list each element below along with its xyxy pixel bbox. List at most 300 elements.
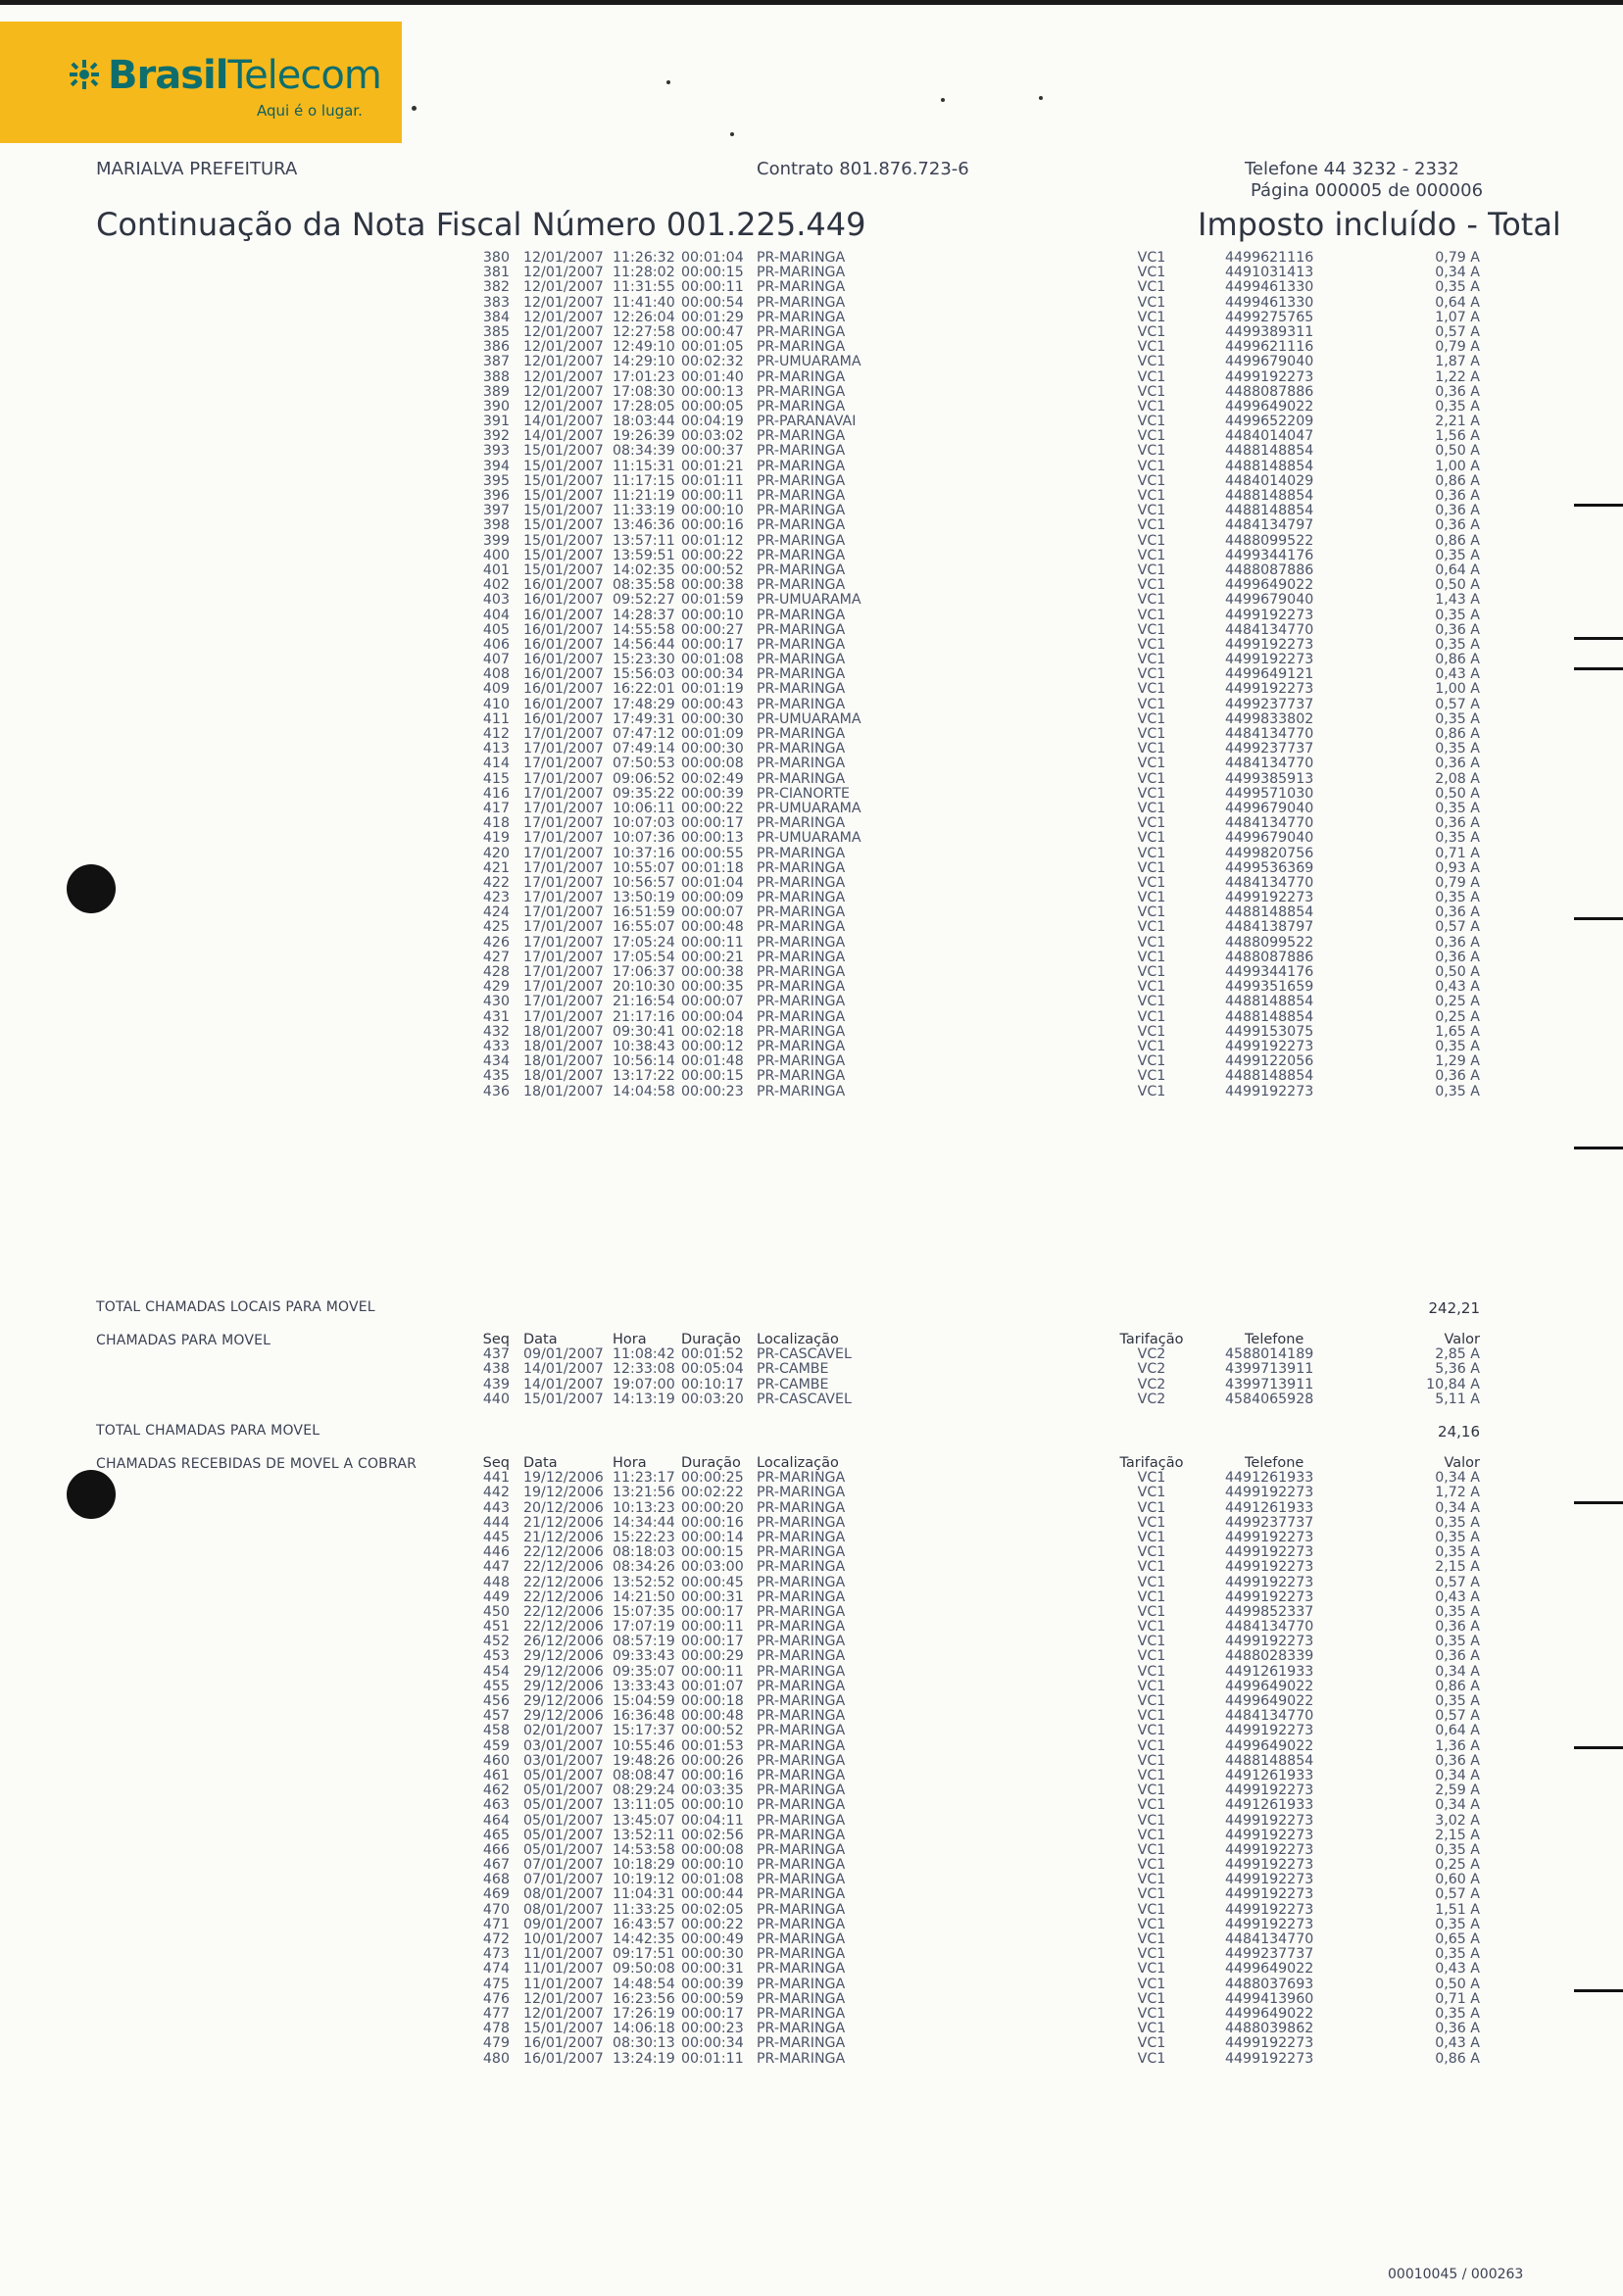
location-cell: PR-MARINGA xyxy=(757,547,846,563)
table-row xyxy=(470,1590,1549,1605)
value-cell: 0,36 A xyxy=(1435,383,1480,400)
tariff-cell: VC1 xyxy=(1137,309,1166,325)
seq-cell: 395 xyxy=(482,472,510,489)
phone-cell: 4488148854 xyxy=(1225,904,1314,921)
date-cell: 15/01/2007 xyxy=(523,488,604,504)
value-cell: 0,35 A xyxy=(1435,1916,1480,1932)
phone-cell: 4499192273 xyxy=(1225,1827,1314,1843)
phone-cell: 4488039862 xyxy=(1225,2021,1314,2037)
table-row xyxy=(470,920,1549,935)
duration-cell: 00:01:08 xyxy=(681,1872,744,1888)
tariff-cell: VC1 xyxy=(1137,652,1166,668)
time-cell: 08:30:13 xyxy=(613,2035,675,2052)
seq-cell: 448 xyxy=(482,1574,510,1590)
date-cell: 12/01/2007 xyxy=(523,339,604,356)
value-cell: 0,36 A xyxy=(1435,2021,1480,2037)
total-local-mobile-value: 242,21 xyxy=(1428,1299,1480,1317)
duration-cell: 00:00:49 xyxy=(681,1931,744,1947)
seq-cell: 420 xyxy=(482,845,510,861)
duration-cell: 00:03:20 xyxy=(681,1391,744,1407)
time-cell: 14:55:58 xyxy=(613,621,675,638)
duration-cell: 00:03:02 xyxy=(681,428,744,445)
section-mobile-calls: CHAMADAS PARA MOVEL xyxy=(96,1333,271,1348)
time-cell: 11:17:15 xyxy=(613,472,675,489)
seq-cell: 430 xyxy=(482,994,510,1010)
duration-cell: 00:00:18 xyxy=(681,1693,744,1709)
date-cell: 17/01/2007 xyxy=(523,1008,604,1025)
time-cell: 10:55:46 xyxy=(613,1737,675,1754)
date-cell: 17/01/2007 xyxy=(523,741,604,757)
seq-cell: 454 xyxy=(482,1663,510,1680)
duration-cell: 00:00:15 xyxy=(681,1544,744,1561)
phone-cell: 4499275765 xyxy=(1225,309,1314,325)
date-cell: 29/12/2006 xyxy=(523,1663,604,1680)
tariff-cell: VC1 xyxy=(1137,1023,1166,1040)
duration-cell: 00:02:05 xyxy=(681,1901,744,1918)
location-cell: PR-MARINGA xyxy=(757,1083,846,1099)
location-cell: PR-MARINGA xyxy=(757,1619,846,1636)
seq-cell: 403 xyxy=(482,592,510,609)
location-cell: PR-MARINGA xyxy=(757,756,846,772)
date-cell: 16/01/2007 xyxy=(523,681,604,698)
duration-cell: 00:00:39 xyxy=(681,785,744,802)
tariff-cell: VC1 xyxy=(1137,949,1166,965)
phone-cell: 4499652209 xyxy=(1225,414,1314,430)
table-row xyxy=(470,1680,1549,1694)
value-cell: 2,85 A xyxy=(1435,1346,1480,1363)
tariff-cell: VC1 xyxy=(1137,756,1166,772)
phone-number: Telefone 44 3232 - 2332 xyxy=(1245,159,1459,179)
date-cell: 18/01/2007 xyxy=(523,1053,604,1070)
duration-cell: 00:00:14 xyxy=(681,1529,744,1545)
duration-cell: 00:00:34 xyxy=(681,2035,744,2052)
duration-cell: 00:00:10 xyxy=(681,607,744,623)
date-cell: 16/01/2007 xyxy=(523,696,604,712)
location-cell: PR-MARINGA xyxy=(757,1068,846,1085)
date-cell: 16/01/2007 xyxy=(523,621,604,638)
date-cell: 09/01/2007 xyxy=(523,1916,604,1932)
seq-cell: 393 xyxy=(482,443,510,460)
brand-tagline: Aqui é o lugar. xyxy=(257,102,363,120)
table-row xyxy=(470,653,1549,667)
seq-cell: 467 xyxy=(482,1857,510,1874)
duration-cell: 00:00:15 xyxy=(681,265,744,281)
total-mobile-label: TOTAL CHAMADAS PARA MOVEL xyxy=(96,1423,320,1439)
value-cell: 0,79 A xyxy=(1435,874,1480,891)
seq-cell: 410 xyxy=(482,696,510,712)
value-cell: 0,36 A xyxy=(1435,934,1480,951)
value-cell: 0,43 A xyxy=(1435,666,1480,683)
seq-cell: 478 xyxy=(482,2021,510,2037)
tariff-cell: VC1 xyxy=(1137,741,1166,757)
duration-cell: 00:02:49 xyxy=(681,770,744,787)
location-cell: PR-MARINGA xyxy=(757,904,846,921)
date-cell: 17/01/2007 xyxy=(523,800,604,816)
time-cell: 17:05:54 xyxy=(613,949,675,965)
location-cell: PR-UMUARAMA xyxy=(757,354,861,370)
time-cell: 07:50:53 xyxy=(613,756,675,772)
location-cell: PR-MARINGA xyxy=(757,1544,846,1561)
seq-cell: 397 xyxy=(482,503,510,519)
location-cell: PR-MARINGA xyxy=(757,532,846,549)
table-row xyxy=(470,563,1549,578)
time-cell: 11:04:31 xyxy=(613,1886,675,1903)
date-cell: 12/01/2007 xyxy=(523,250,604,266)
location-cell: PR-MARINGA xyxy=(757,265,846,281)
phone-cell: 4499192273 xyxy=(1225,652,1314,668)
time-cell: 14:21:50 xyxy=(613,1588,675,1605)
table-row xyxy=(470,251,1549,266)
phone-cell: 4491261933 xyxy=(1225,1470,1314,1487)
phone-cell: 4499385913 xyxy=(1225,770,1314,787)
date-cell: 12/01/2007 xyxy=(523,383,604,400)
duration-cell: 00:00:20 xyxy=(681,1499,744,1516)
seq-cell: 414 xyxy=(482,756,510,772)
edge-mark xyxy=(1574,917,1623,920)
seq-cell: 465 xyxy=(482,1827,510,1843)
phone-cell: 4499571030 xyxy=(1225,785,1314,802)
time-cell: 19:26:39 xyxy=(613,428,675,445)
time-cell: 10:07:36 xyxy=(613,830,675,847)
seq-cell: 427 xyxy=(482,949,510,965)
duration-cell: 00:00:12 xyxy=(681,1038,744,1054)
location-cell: PR-MARINGA xyxy=(757,1693,846,1709)
duration-cell: 00:00:21 xyxy=(681,949,744,965)
location-cell: PR-MARINGA xyxy=(757,1961,846,1978)
table-row xyxy=(470,518,1549,533)
section-collect-calls: CHAMADAS RECEBIDAS DE MOVEL A COBRAR xyxy=(96,1456,418,1472)
value-cell: 5,36 A xyxy=(1435,1361,1480,1378)
date-cell: 12/01/2007 xyxy=(523,265,604,281)
time-cell: 10:06:11 xyxy=(613,800,675,816)
tariff-cell: VC2 xyxy=(1137,1361,1166,1378)
location-cell: PR-MARINGA xyxy=(757,1857,846,1874)
seq-cell: 402 xyxy=(482,577,510,594)
location-cell: PR-MARINGA xyxy=(757,503,846,519)
phone-cell: 4499192273 xyxy=(1225,681,1314,698)
scan-speck xyxy=(941,98,945,102)
table-row xyxy=(470,623,1549,638)
phone-cell: 4488087886 xyxy=(1225,949,1314,965)
time-cell: 16:55:07 xyxy=(613,919,675,936)
time-cell: 12:26:04 xyxy=(613,309,675,325)
date-cell: 12/01/2007 xyxy=(523,1990,604,2007)
value-cell: 0,35 A xyxy=(1435,1514,1480,1531)
phone-cell: 4499192273 xyxy=(1225,1857,1314,1874)
location-cell: PR-MARINGA xyxy=(757,1841,846,1858)
date-cell: 15/01/2007 xyxy=(523,503,604,519)
time-cell: 13:57:11 xyxy=(613,532,675,549)
date-cell: 16/01/2007 xyxy=(523,607,604,623)
phone-cell: 4484134770 xyxy=(1225,1931,1314,1947)
seq-cell: 437 xyxy=(482,1346,510,1363)
brand-symbol-icon xyxy=(69,59,100,90)
phone-cell: 4499192273 xyxy=(1225,368,1314,385)
value-cell: 0,93 A xyxy=(1435,859,1480,876)
date-cell: 16/01/2007 xyxy=(523,652,604,668)
time-cell: 15:23:30 xyxy=(613,652,675,668)
tariff-cell: VC1 xyxy=(1137,503,1166,519)
col-date: Data xyxy=(523,1455,558,1471)
date-cell: 16/01/2007 xyxy=(523,2035,604,2052)
duration-cell: 00:01:52 xyxy=(681,1346,744,1363)
location-cell: PR-MARINGA xyxy=(757,1976,846,1992)
seq-cell: 384 xyxy=(482,309,510,325)
location-cell: PR-MARINGA xyxy=(757,517,846,534)
tariff-cell: VC1 xyxy=(1137,265,1166,281)
phone-cell: 4488028339 xyxy=(1225,1648,1314,1665)
location-cell: PR-MARINGA xyxy=(757,621,846,638)
table-row xyxy=(470,1858,1549,1873)
table-row xyxy=(470,787,1549,802)
tariff-cell: VC1 xyxy=(1137,1470,1166,1487)
duration-cell: 00:00:15 xyxy=(681,1068,744,1085)
phone-cell: 4491261933 xyxy=(1225,1499,1314,1516)
duration-cell: 00:00:17 xyxy=(681,636,744,653)
duration-cell: 00:00:23 xyxy=(681,2021,744,2037)
table-row xyxy=(470,1040,1549,1054)
top-border xyxy=(0,0,1623,5)
phone-cell: 4488148854 xyxy=(1225,1008,1314,1025)
date-cell: 12/01/2007 xyxy=(523,279,604,296)
seq-cell: 453 xyxy=(482,1648,510,1665)
seq-cell: 413 xyxy=(482,741,510,757)
time-cell: 17:05:24 xyxy=(613,934,675,951)
time-cell: 14:53:58 xyxy=(613,1841,675,1858)
edge-mark xyxy=(1574,504,1623,507)
tariff-cell: VC1 xyxy=(1137,621,1166,638)
table-row xyxy=(470,1739,1549,1754)
value-cell: 0,35 A xyxy=(1435,1083,1480,1099)
col-tariff: Tarifação xyxy=(1119,1455,1184,1471)
location-cell: PR-MARINGA xyxy=(757,994,846,1010)
seq-cell: 439 xyxy=(482,1376,510,1392)
time-cell: 16:23:56 xyxy=(613,1990,675,2007)
phone-cell: 4484134770 xyxy=(1225,726,1314,742)
tariff-cell: VC1 xyxy=(1137,1693,1166,1709)
phone-cell: 4499461330 xyxy=(1225,279,1314,296)
phone-cell: 4484134797 xyxy=(1225,517,1314,534)
value-cell: 0,34 A xyxy=(1435,1767,1480,1783)
time-cell: 14:34:44 xyxy=(613,1514,675,1531)
duration-cell: 00:00:54 xyxy=(681,294,744,311)
tariff-cell: VC1 xyxy=(1137,696,1166,712)
date-cell: 18/01/2007 xyxy=(523,1068,604,1085)
time-cell: 17:48:29 xyxy=(613,696,675,712)
duration-cell: 00:01:07 xyxy=(681,1678,744,1694)
duration-cell: 00:00:30 xyxy=(681,710,744,727)
date-cell: 17/01/2007 xyxy=(523,904,604,921)
seq-cell: 422 xyxy=(482,874,510,891)
seq-cell: 396 xyxy=(482,488,510,504)
time-cell: 16:22:01 xyxy=(613,681,675,698)
seq-cell: 462 xyxy=(482,1783,510,1799)
time-cell: 20:10:30 xyxy=(613,979,675,996)
phone-cell: 4484134770 xyxy=(1225,815,1314,832)
phone-cell: 4499192273 xyxy=(1225,607,1314,623)
phone-cell: 4499389311 xyxy=(1225,323,1314,340)
phone-cell: 4499649022 xyxy=(1225,1961,1314,1978)
date-cell: 05/01/2007 xyxy=(523,1827,604,1843)
time-cell: 13:45:07 xyxy=(613,1812,675,1829)
location-cell: PR-MARINGA xyxy=(757,652,846,668)
duration-cell: 00:01:40 xyxy=(681,368,744,385)
time-cell: 08:29:24 xyxy=(613,1783,675,1799)
date-cell: 17/01/2007 xyxy=(523,726,604,742)
value-cell: 0,50 A xyxy=(1435,1976,1480,1992)
value-cell: 0,64 A xyxy=(1435,294,1480,311)
value-cell: 2,59 A xyxy=(1435,1783,1480,1799)
seq-cell: 476 xyxy=(482,1990,510,2007)
seq-cell: 391 xyxy=(482,414,510,430)
duration-cell: 00:00:11 xyxy=(681,488,744,504)
value-cell: 1,56 A xyxy=(1435,428,1480,445)
seq-cell: 450 xyxy=(482,1603,510,1620)
value-cell: 0,35 A xyxy=(1435,1544,1480,1561)
duration-cell: 00:00:39 xyxy=(681,1976,744,1992)
tariff-cell: VC1 xyxy=(1137,294,1166,311)
col-location: Localização xyxy=(757,1455,839,1471)
phone-cell: 4488148854 xyxy=(1225,488,1314,504)
date-cell: 12/01/2007 xyxy=(523,2005,604,2022)
tariff-cell: VC1 xyxy=(1137,354,1166,370)
table-row xyxy=(470,1843,1549,1858)
date-cell: 15/01/2007 xyxy=(523,562,604,578)
duration-cell: 00:00:48 xyxy=(681,1708,744,1725)
table-row xyxy=(470,1724,1549,1738)
time-cell: 13:21:56 xyxy=(613,1485,675,1501)
table-row xyxy=(470,816,1549,831)
table-row xyxy=(470,340,1549,355)
date-cell: 29/12/2006 xyxy=(523,1678,604,1694)
seq-cell: 460 xyxy=(482,1752,510,1769)
time-cell: 19:07:00 xyxy=(613,1376,675,1392)
date-cell: 22/12/2006 xyxy=(523,1588,604,1605)
contract-number: Contrato 801.876.723-6 xyxy=(757,159,969,179)
duration-cell: 00:00:17 xyxy=(681,815,744,832)
table-row xyxy=(470,1709,1549,1724)
date-cell: 17/01/2007 xyxy=(523,949,604,965)
phone-cell: 4499344176 xyxy=(1225,547,1314,563)
duration-cell: 00:00:10 xyxy=(681,1797,744,1814)
seq-cell: 466 xyxy=(482,1841,510,1858)
location-cell: PR-MARINGA xyxy=(757,1574,846,1590)
duration-cell: 00:00:05 xyxy=(681,398,744,415)
tariff-cell: VC1 xyxy=(1137,874,1166,891)
seq-cell: 409 xyxy=(482,681,510,698)
table-row xyxy=(470,489,1549,504)
duration-cell: 00:00:10 xyxy=(681,1857,744,1874)
seq-cell: 398 xyxy=(482,517,510,534)
tariff-cell: VC1 xyxy=(1137,1708,1166,1725)
seq-cell: 447 xyxy=(482,1559,510,1576)
table-row xyxy=(470,1694,1549,1709)
time-cell: 07:47:12 xyxy=(613,726,675,742)
seq-cell: 404 xyxy=(482,607,510,623)
date-cell: 17/01/2007 xyxy=(523,979,604,996)
value-cell: 0,35 A xyxy=(1435,830,1480,847)
phone-cell: 4499649022 xyxy=(1225,1678,1314,1694)
table-row xyxy=(470,1347,1549,1362)
phone-cell: 4488148854 xyxy=(1225,503,1314,519)
phone-cell: 4584065928 xyxy=(1225,1391,1314,1407)
seq-cell: 382 xyxy=(482,279,510,296)
duration-cell: 00:02:32 xyxy=(681,354,744,370)
seq-cell: 479 xyxy=(482,2035,510,2052)
table-row xyxy=(470,1918,1549,1932)
table-row xyxy=(470,951,1549,965)
duration-cell: 00:00:13 xyxy=(681,383,744,400)
location-cell: PR-MARINGA xyxy=(757,1737,846,1754)
seq-cell: 446 xyxy=(482,1544,510,1561)
value-cell: 0,35 A xyxy=(1435,2005,1480,2022)
time-cell: 14:04:58 xyxy=(613,1083,675,1099)
phone-cell: 4499649022 xyxy=(1225,398,1314,415)
location-cell: PR-MARINGA xyxy=(757,279,846,296)
date-cell: 17/01/2007 xyxy=(523,756,604,772)
value-cell: 0,36 A xyxy=(1435,1068,1480,1085)
value-cell: 0,35 A xyxy=(1435,1693,1480,1709)
value-cell: 0,60 A xyxy=(1435,1872,1480,1888)
seq-cell: 417 xyxy=(482,800,510,816)
date-cell: 12/01/2007 xyxy=(523,368,604,385)
duration-cell: 00:00:35 xyxy=(681,979,744,996)
duration-cell: 00:01:18 xyxy=(681,859,744,876)
duration-cell: 00:00:52 xyxy=(681,562,744,578)
duration-cell: 00:00:11 xyxy=(681,1619,744,1636)
location-cell: PR-MARINGA xyxy=(757,1783,846,1799)
location-cell: PR-MARINGA xyxy=(757,696,846,712)
date-cell: 15/01/2007 xyxy=(523,1391,604,1407)
time-cell: 19:48:26 xyxy=(613,1752,675,1769)
tariff-cell: VC1 xyxy=(1137,577,1166,594)
table-row xyxy=(470,1814,1549,1829)
date-cell: 19/12/2006 xyxy=(523,1470,604,1487)
duration-cell: 00:01:11 xyxy=(681,472,744,489)
table-row xyxy=(470,667,1549,682)
duration-cell: 00:05:04 xyxy=(681,1361,744,1378)
location-cell: PR-MARINGA xyxy=(757,383,846,400)
location-cell: PR-MARINGA xyxy=(757,1634,846,1650)
duration-cell: 00:00:34 xyxy=(681,666,744,683)
value-cell: 0,35 A xyxy=(1435,800,1480,816)
date-cell: 22/12/2006 xyxy=(523,1559,604,1576)
phone-cell: 4488037693 xyxy=(1225,1976,1314,1992)
col-time: Hora xyxy=(613,1455,647,1471)
value-cell: 0,86 A xyxy=(1435,532,1480,549)
location-cell: PR-MARINGA xyxy=(757,1901,846,1918)
seq-cell: 444 xyxy=(482,1514,510,1531)
table-row xyxy=(470,742,1549,757)
seq-cell: 443 xyxy=(482,1499,510,1516)
value-cell: 2,15 A xyxy=(1435,1559,1480,1576)
seq-cell: 459 xyxy=(482,1737,510,1754)
value-cell: 0,35 A xyxy=(1435,1946,1480,1963)
location-cell: PR-UMUARAMA xyxy=(757,830,861,847)
phone-cell: 4499192273 xyxy=(1225,1574,1314,1590)
col-date: Data xyxy=(523,1332,558,1347)
phone-cell: 4488099522 xyxy=(1225,934,1314,951)
phone-cell: 4499192273 xyxy=(1225,1841,1314,1858)
value-cell: 0,35 A xyxy=(1435,1841,1480,1858)
value-cell: 1,87 A xyxy=(1435,354,1480,370)
time-cell: 11:31:55 xyxy=(613,279,675,296)
location-cell: PR-MARINGA xyxy=(757,607,846,623)
value-cell: 0,36 A xyxy=(1435,815,1480,832)
phone-cell: 4499237737 xyxy=(1225,741,1314,757)
duration-cell: 00:00:47 xyxy=(681,323,744,340)
phone-cell: 4499621116 xyxy=(1225,339,1314,356)
